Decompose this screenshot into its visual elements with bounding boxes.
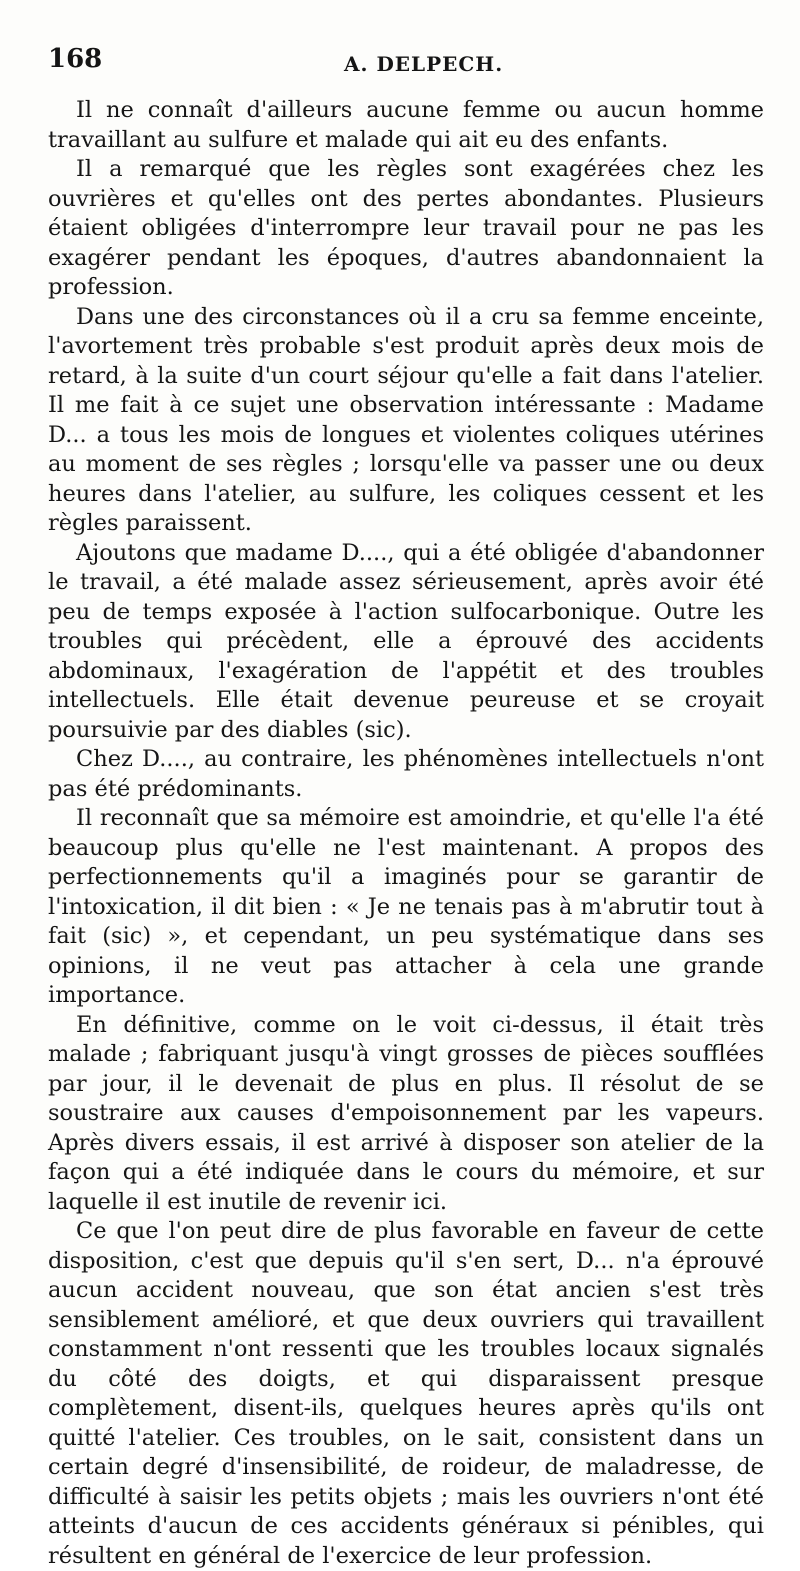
paragraph: Ajoutons que madame D...., qui a été obligée d'abandonner le travail, a été malade assez sérieusement, après avoir été peu de temps exposée à l'action sulfocarbonique. Outre les troubles qui précèdent, elle a éprouvé des accidents abdominaux, l'exagération de l'appétit et des troubles intellectuels. Elle était devenue peureuse et se croyait poursuivie par des diables (sic). <box>48 539 764 743</box>
paragraph: Il reconnaît que sa mémoire est amoindrie, et qu'elle l'a été beaucoup plus qu'elle ne l'est maintenant. A propos des perfectionnements qu'il a imaginés pour se garantir de l'intoxication, il dit bien : « Je ne tenais pas à m'abrutir tout à fait (sic) », et cependant, un peu systématique dans ses opinions, il ne veut pas attacher à cela une grande importance. <box>48 805 764 1008</box>
text-body <box>48 96 764 1571</box>
paragraph: En définitive, comme on le voit ci-dessus, il était très malade ; fabriquant jusqu'à vingt grosses de pièces soufflées par jour, il le devenait de plus en plus. Il résolut de se soustraire aux causes d'empoisonnement par les vapeurs. Après divers essais, il est arrivé à disposer son atelier de la façon qui a été indiquée dans le cours du mémoire, et sur laquelle il est inutile de revenir ici. <box>48 1011 764 1215</box>
page-number: 168 <box>48 44 103 74</box>
paragraph: Il a remarqué que les règles sont exagérées chez les ouvrières et qu'elles ont des pertes abondantes. Plusieurs étaient obligées d'interrompre leur travail pour ne pas les exagérer pendant les époques, d'autres abandonnaient la profession. <box>48 156 764 300</box>
paragraph: Il ne connaît d'ailleurs aucune femme ou aucun homme travaillant au sulfure et malade qui ait eu des enfants. <box>48 97 764 153</box>
paragraph: Dans une des circonstances où il a cru sa femme enceinte, l'avortement très probable s'est produit après deux mois de retard, à la suite d'un court séjour qu'elle a fait dans l'atelier. Il me fait à ce sujet une observation intéressante : Madame D... a tous les mois de longues et violentes coliques utérines au moment de ses règles ; lorsqu'elle va passer une ou deux heures dans l'atelier, au sulfure, les coliques cessent et les règles paraissent. <box>48 303 764 536</box>
paragraph: Ce que l'on peut dire de plus favorable en faveur de cette disposition, c'est que depuis qu'il s'en sert, D... n'a éprouvé aucun accident nouveau, que son état ancien s'est très sensiblement amélioré, et que deux ouvriers qui travaillent constamment n'ont ressenti que les troubles locaux signalés du côté des doigts, et qui disparaissent presque complètement, disent-ils, quelques heures après qu'ils ont quitté l'atelier. Ces troubles, on le sait, consistent dans un certain degré d'insensibilité, de roideur, de maladresse, de difficulté à saisir les petits objets ; mais les ouvriers n'ont été atteints d'aucun de ces accidents généraux si pénibles, qui résultent en général de l'exercice de leur profession. <box>48 1218 764 1569</box>
running-head <box>48 44 764 84</box>
paragraph: Chez D...., au contraire, les phénomènes intellectuels n'ont pas été prédominants. <box>48 746 764 802</box>
running-title: A. DELPECH. <box>344 52 504 76</box>
